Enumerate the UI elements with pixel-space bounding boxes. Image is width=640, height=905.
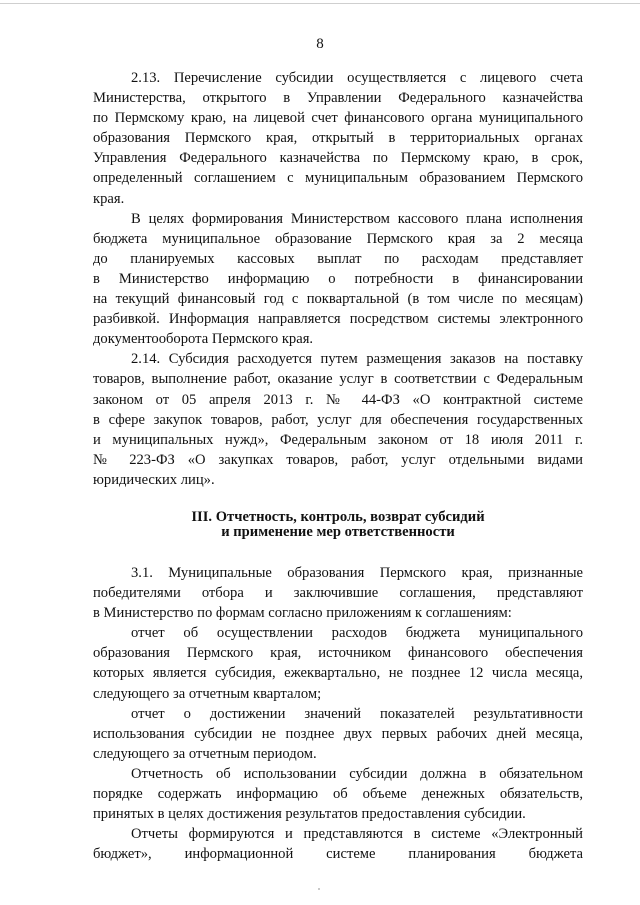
paragraph-line: которых является субсидия, ежеквартально, не позднее 12 числа месяца,	[93, 665, 583, 682]
section-heading-line-1: III. Отчетность, контроль, возврат субсидий	[191, 508, 485, 525]
scan-speck	[318, 888, 320, 890]
paragraph-line: Управления Федерального казначейства по Пермскому краю, в срок,	[93, 150, 583, 167]
paragraph-line: бюджет», информационной системе планирования бюджета	[93, 846, 583, 863]
paragraph-line: товаров, выполнение работ, оказание услуг в соответствии с Федеральным	[93, 371, 583, 388]
paragraph-line: Министерства, открытого в Управлении Федерального казначейства	[93, 90, 583, 107]
paragraph-line: в сфере закупок товаров, работ, услуг для обеспечения государственных	[93, 411, 583, 428]
paragraph	[93, 824, 583, 864]
document-body	[93, 68, 583, 864]
paragraph-line: В целях формирования Министерством кассового плана исполнения	[131, 210, 583, 227]
paragraph-line: следующего за отчетным кварталом;	[93, 685, 322, 702]
paragraph-line: документооборота Пермского края.	[93, 331, 314, 348]
paragraph-line: в Министерство информацию о потребности в финансировании	[93, 270, 583, 287]
paragraph-line: законом от 05 апреля 2013 г. № 44-ФЗ «О контрактной системе	[93, 391, 583, 408]
paragraph-line: и муниципальных нужд», Федеральным законом от 18 июля 2011 г.	[93, 431, 583, 448]
paragraph-line: определенный соглашением с муниципальным образованием Пермского	[93, 170, 583, 187]
paragraph-line: в Министерство по формам согласно приложениям к соглашениям:	[93, 605, 512, 622]
paragraph-line: до планируемых кассовых выплат по расходам представляет	[93, 250, 583, 267]
paragraph-line: отчет о достижении значений показателей результативности	[131, 705, 583, 722]
paragraph	[93, 349, 583, 490]
paragraph-line: образования Пермского края, источником финансового обеспечения	[93, 645, 583, 662]
paragraph-line: Отчеты формируются и представляются в системе «Электронный	[131, 826, 583, 843]
paragraph	[93, 623, 583, 703]
paragraph-line: 2.13. Перечисление субсидии осуществляется с лицевого счета	[131, 70, 583, 86]
paragraph-line: юридических лиц».	[93, 471, 215, 488]
paragraph-line: порядке содержать информацию об объеме денежных обязательств,	[93, 786, 583, 802]
paragraph	[93, 209, 583, 350]
paragraph-line: бюджета муниципальное образование Пермского края за 2 месяца	[93, 230, 583, 247]
section-reporting	[93, 563, 583, 864]
paragraph-line: на текущий финансовый год с поквартальной (в том числе по месяцам)	[93, 291, 583, 308]
paragraph	[93, 68, 583, 209]
paragraph	[93, 704, 583, 764]
paragraph-line: по Пермскому краю, на лицевой счет финансового органа муниципального	[93, 110, 583, 127]
paragraph-line: 3.1. Муниципальные образования Пермского края, признанные	[131, 564, 583, 581]
paragraph-line: следующего за отчетным периодом.	[93, 745, 317, 762]
paragraph-line: края.	[93, 190, 125, 207]
paragraph-line: использования субсидии не позднее двух первых рабочих дней месяца,	[93, 725, 583, 742]
paragraph	[93, 563, 583, 623]
section-heading-line-2: и применение мер ответственности	[221, 523, 455, 540]
paragraph-line: № 223-ФЗ «О закупках товаров, работ, услуг отдельными видами	[93, 451, 583, 468]
scan-edge-line	[0, 3, 640, 4]
paragraph-line: разбивкой. Информация направляется посредством системы электронного	[93, 311, 583, 328]
section-heading	[93, 510, 583, 540]
page-number: 8	[316, 36, 324, 52]
paragraph	[93, 764, 583, 824]
paragraph-line: победителями отбора и заключившие соглашения, представляют	[93, 585, 583, 602]
section-subsidy-transfer	[93, 68, 583, 490]
paragraph-line: принятых в целях достижения результатов предоставления субсидии.	[93, 806, 526, 823]
paragraph-line: 2.14. Субсидия расходуется путем размещения заказов на поставку	[131, 351, 583, 368]
paragraph-line: Отчетность об использовании субсидии должна в обязательном	[131, 765, 583, 782]
paragraph-line: отчет об осуществлении расходов бюджета муниципального	[131, 625, 583, 642]
paragraph-line: образования Пермского края, открытый в территориальных органах	[93, 130, 583, 147]
